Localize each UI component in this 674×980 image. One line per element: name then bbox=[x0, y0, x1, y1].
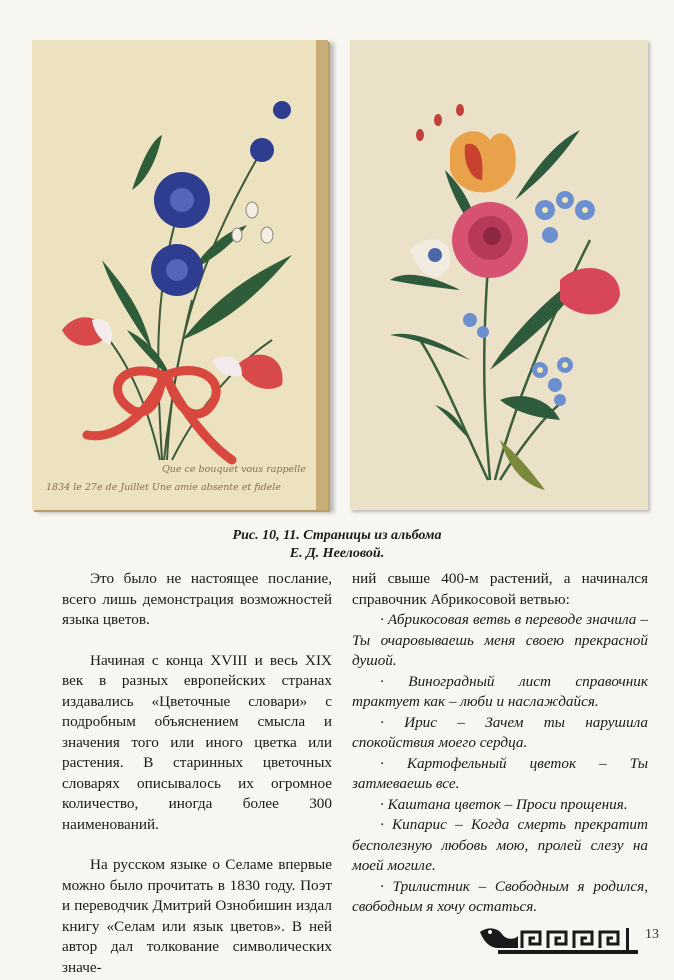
handwriting-line-1: Que ce bouquet vous rappelle bbox=[162, 464, 306, 475]
handwriting-line-2: 1834 le 27e de Juillet Une amie absente et fidele bbox=[46, 482, 281, 493]
caption-line-2: Е. Д. Нееловой. bbox=[289, 546, 385, 561]
list-item-grape-leaf: · Виноградный лист справочник трактует как – люби и наслаждайся. bbox=[352, 672, 648, 710]
footer-greek-key-ornament bbox=[478, 918, 668, 958]
list-item-iris: · Ирис – Зачем ты нарушила спокойствия моего сердца. bbox=[352, 713, 648, 751]
bouquet-illustration-left bbox=[32, 40, 328, 510]
paragraph-3: На русском языке о Селаме впервые можно было прочитать в 1830 году. Поэт и переводчик Дмитрий Ознобишин издал книгу «Селам или язык цветов». В ней автор дал толкование символических значе- bbox=[62, 856, 332, 976]
list-item-chestnut-flower: · Каштана цветок – Проси прощения. bbox=[380, 795, 628, 813]
figure-left-bouquet bbox=[32, 40, 328, 510]
list-item-clover: · Трилистник – Свободным я родился, свободным я хочу остаться. bbox=[352, 877, 648, 915]
text-column-left bbox=[62, 569, 332, 978]
list-item-potato-flower: · Картофельный цветок – Ты затмеваешь все. bbox=[352, 754, 648, 792]
figure-right-bouquet bbox=[350, 40, 648, 510]
bouquet-illustration-right bbox=[350, 40, 648, 510]
list-item-apricot: · Абрикосовая ветвь в переводе значила – Ты очаровываешь меня своею прекрасной душой. bbox=[352, 611, 648, 669]
paragraph-2: Начиная с конца XVIII и весь XIX век в разных европейских странах издавались «Цветочные словари» с подробным объяснением смысла и значения того или иного цветка или растения. В старинных цветочных словарях описывалось их огромное количество, иногда более 300 наименований. bbox=[62, 651, 332, 833]
paragraph-1: Это было не настоящее послание, всего лишь демонстрация возможностей языка цветов. bbox=[62, 570, 332, 628]
text-column-right bbox=[352, 569, 648, 918]
caption-line-1: Рис. 10, 11. Страницы из альбома bbox=[232, 528, 442, 543]
paragraph-continuation: ний свыше 400-м растений, а начинался справочник Абрикосовой ветвью: bbox=[352, 570, 648, 608]
list-item-cypress: · Кипарис – Когда смерть прекратит бесполезную любовь мою, пролей слезу на моей могиле. bbox=[352, 816, 648, 874]
figure-caption bbox=[0, 527, 674, 563]
page-number: 13 bbox=[645, 927, 659, 942]
